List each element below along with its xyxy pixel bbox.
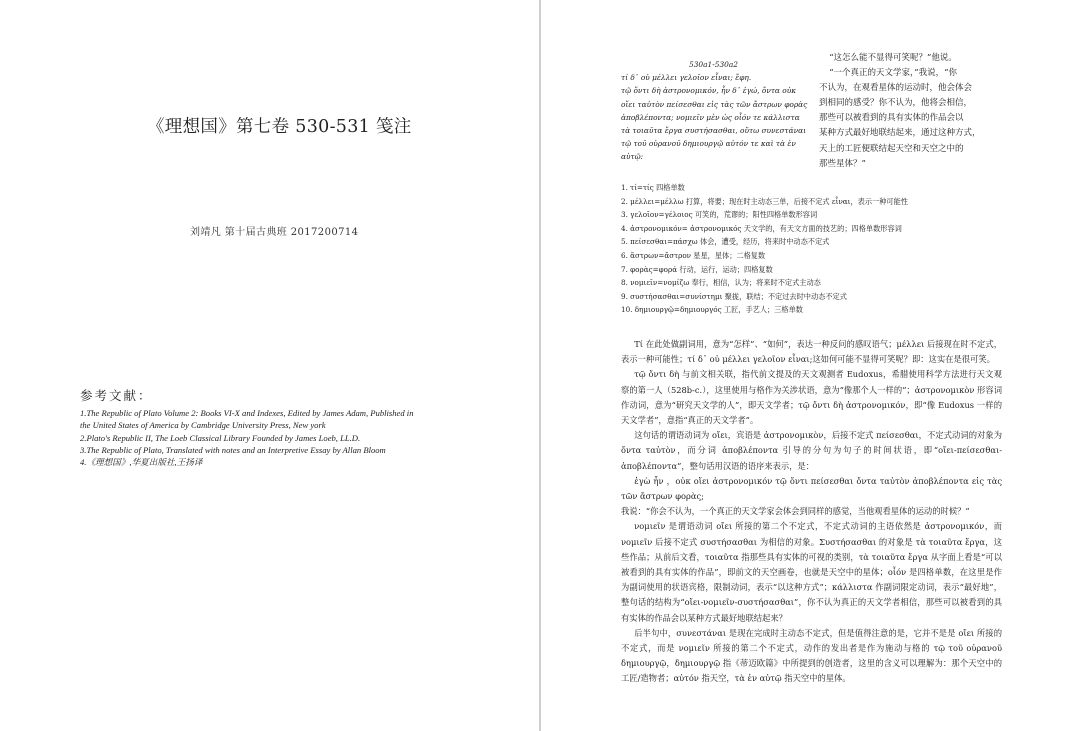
commentary-paragraph: νομιεῖν 是谓语动词 οἴει 所接的第二个不定式，不定式动词的主语依然是 ἀστρονομικόν，而 νομιεῖν 后接不定式 συστήσασθαι 为相信的对象。Συστήσασθαι 的对象是 τὰ τοιαῦτα ἔργα，这些作品；从前后文看，τοιαῦτα 指那些具有实体的可视的类别，τὰ τοιαῦτα ἔργα 从字面上看是“可以被看到的具有实体的作品”，即前文的天空画卷，也就是天空中的星体；οἷόν 是四格单数，在这里是作为副词使用的状语宾格，限制动词，表示“以这种方式”；κάλλιστα 作副词限定动词，表示“最好地”，整句话的结构为“οἴει-νομιεῖν-συστήσασθαι”，你不认为真正的天文学者相信，那些可以被看到的具有实体的作品会以某种方式最好地联结起来？	[621, 521, 1002, 623]
vocabulary-item: 2. μέλλει=μέλλω 打算，将要；现在时主动态三单，后接不定式 εἶναι，表示一种可能性	[621, 196, 908, 206]
greek-line: αὐτῷ:	[621, 152, 644, 162]
greek-line: οἴει ταὐτὸν πείσεσθαι εἰς τὰς τῶν ἄστρων φορὰς	[621, 99, 808, 109]
translation-line: “一个真正的天文学家，”我说，“你	[829, 68, 957, 79]
reference-item: 1.The Republic of Plato Volume 2: Books VI-X and Indexes, Edited by James Adam, Published in	[80, 408, 414, 418]
greek-line: τῷ ὄντι δὴ ἀστρονομικόν, ἦν δ᾽ ἐγώ, ὄντα οὐκ	[621, 86, 797, 96]
author-line: 刘靖凡 第十届古典班 2017200714	[190, 227, 359, 238]
translation-line: 那些可以被看到的具有实体的作品会以	[819, 113, 964, 124]
right-page	[542, 0, 1080, 731]
commentary-paragraph: 我说：“你会不认为，一个真正的天文学家会体会到同样的感觉，当他观看星体的运动的时候？”	[621, 506, 970, 517]
vocabulary-item: 1. τί=τίς 四格单数	[621, 183, 685, 192]
translation-line: 那些星体？”	[819, 158, 866, 169]
vocabulary-item: 7. φορὰς=φορά 行动，运行，运动；四格复数	[621, 264, 773, 274]
commentary-paragraph: Tί 在此处做副词用，意为“怎样”、“如何”，表达一种反问的感叹语气；μέλλει 后接现在时不定式，表示一种可能性；τί δ᾽ οὐ μέλλει γελοῖον εἶναι;这如何可能不显得可笑呢？即：这实在是很可笑。	[621, 339, 1002, 365]
document-title: 《理想国》第七卷 530-531 笺注	[147, 117, 412, 137]
references-list	[80, 407, 490, 468]
commentary-body	[621, 337, 1002, 687]
commentary-paragraph: ἐγὼ ἦν ，οὐκ οἴει ἀστρονομικόν τῷ ὄντι πείσεσθαι ὄντα ταὐτὸν ἀποβλέποντα εἰς τὰς τῶν ἄστρων φορὰς;	[621, 475, 1002, 502]
stephanus-reference: 530a1-530a2	[689, 60, 738, 69]
translation-line: 到相同的感受？你不认为，他将会相信，	[819, 98, 973, 109]
greek-line: τί δ᾽ οὐ μέλλει γελοῖον εἶναι; ἔφη.	[621, 73, 752, 83]
vocabulary-item: 6. ἄστρων=ἄστρον 星星，星体；二格复数	[621, 250, 766, 260]
reference-item: 4.《理想国》,华夏出版社,王扬译	[80, 457, 203, 468]
vocabulary-item: 4. ἀστρονομικόν= ἀστρονομικός 天文学的，有天文方面的技艺的；四格单数形容词	[621, 223, 902, 233]
vocabulary-item: 5. πείσεσθαι=πάσχω 体会，遭受，经历，将来时中动态不定式	[621, 237, 830, 247]
references-heading: 参考文献：	[80, 388, 153, 403]
greek-line: ἀποβλέποντα; νομιεῖν μὲν ὡς οἷόν τε κάλλιστα	[621, 112, 800, 122]
vocabulary-item: 3. γελοῖον=γέλοιος 可笑的，荒谬的；阳性四格单数形容词	[621, 210, 818, 220]
chinese-translation-block	[819, 51, 1009, 172]
page-divider	[539, 0, 541, 731]
reference-item: 2.Plato's Republic II, The Loeb Classical Library Founded by James Loeb, LL.D.	[80, 432, 361, 443]
translation-line: 某种方式最好地联结起来，通过这种方式，	[819, 128, 981, 139]
vocabulary-item: 8. νομιεῖν=νομίζω 奉行，相信，认为；将来时不定式主动态	[621, 278, 821, 288]
commentary-paragraph: 后半句中，συνεστάναι 是现在完成时主动态不定式，但是值得注意的是，它并不是是 οἴει 所接的不定式，而是 νομιεῖν 所接的第二个不定式，动作的发出者是作为施动与格的 τῷ τοῦ οὐρανοῦ δημιουργῷ，δημιουργῷ 指《蒂迈欧篇》中所提到的创造者，这里的含义可以理解为：那个天空中的工匠/造物者；αὐτόν 指天空，τὰ ἐν αὐτῷ 指天空中的星体。	[621, 627, 1002, 684]
vocabulary-item: 9. συστήσασθαι=συνίστημι 聚拢，联结；不定过去时中动态不定式	[621, 291, 847, 301]
commentary-paragraph: τῷ ὄντι δὴ 与前文相关联，指代前文提及的天文观测者 Eudoxus，希腊使用科学方法进行天文观察的第一人（528b-c.），这里使用与格作为关涉状语，意为“像那个人一样的”；ἀστρονομικὸν 形容词作动词，意为“研究天文学的人”，即天文学者；τῷ ὄντι δὴ ἀστρονομικόν，即“像 Eudoxus 一样的天文学者”，意指“真正的天文学者”。	[621, 369, 1002, 426]
translation-line: “这怎么能不显得可笑呢？”他说。	[829, 53, 957, 63]
commentary-paragraph: 这句话的谓语动词为 οἴει，宾语是 ἀστρονομικὸν，后接不定式 πείσεσθαι，不定式动词的对象为 ὄντα ταὐτὸν，而分词 ἀποβλέποντα 引导的分句为句子的时间状语，即“οἴει-πείσεσθαι-ἀποβλέποντα”，整句话用汉语的语序来表示，是：	[621, 430, 1002, 471]
reference-item: the United States of America by Cambridge University Press, New york	[80, 420, 326, 431]
vocabulary-list	[621, 181, 1021, 317]
translation-line: 天上的工匠便联结起天空和天空之中的	[819, 143, 964, 154]
greek-line: τῷ τοῦ οὐρανοῦ δημιουργῷ αὐτόν τε καὶ τὰ ἐν	[621, 139, 796, 149]
left-page	[0, 0, 538, 731]
vocabulary-item: 10. δημιουργῷ=δημιουργός 工匠，手艺人；三格单数	[621, 305, 803, 315]
reference-item: 3.The Republic of Plato, Translated with notes and an Interpretive Essay by Allan Bloom	[80, 444, 386, 455]
greek-text-block	[621, 58, 806, 164]
greek-line: τὰ τοιαῦτα ἔργα συστήσασθαι, οὕτω συνεστάναι	[621, 126, 806, 136]
translation-line: 不认为，在观看星体的运动时，他会体会	[819, 83, 973, 94]
